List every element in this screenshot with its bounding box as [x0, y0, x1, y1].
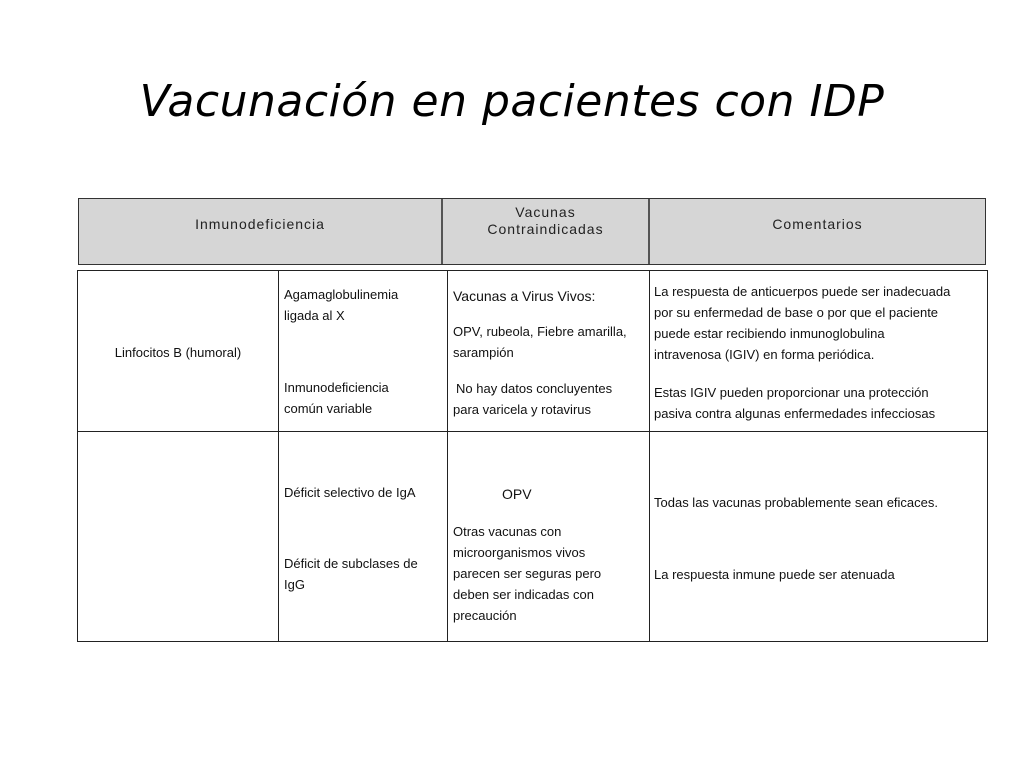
- header-immunodeficiency: Inmunodeficiencia: [79, 199, 443, 264]
- column-divider: [447, 271, 448, 641]
- header-contraindicated-vaccines: [443, 199, 650, 264]
- table-body: [77, 270, 988, 642]
- row1-vaccines-list: OPV, rubeola, Fiebre amarilla, sarampión: [453, 324, 627, 360]
- row1-comments-b: Estas IGIV pueden proporcionar una protección pasiva contra algunas enfermedades infecciosas: [654, 385, 936, 421]
- row-divider: [78, 431, 987, 432]
- row1-vaccines-note: No hay datos concluyentes para varicela y rotavirus: [453, 381, 613, 417]
- row1-disease-2: Inmunodeficiencia común variable: [284, 380, 389, 416]
- row1-vaccines-heading: Vacunas a Virus Vivos:: [453, 288, 596, 304]
- row1-category: Linfocitos B (humoral): [114, 345, 242, 360]
- row2-disease-1: Déficit selectivo de IgA: [284, 485, 416, 500]
- column-divider: [278, 271, 279, 641]
- header-comments: Comentarios: [772, 216, 863, 232]
- header-vaccines-line2: Contraindicadas: [487, 221, 604, 237]
- table-header: [78, 198, 986, 265]
- row1-comments-a: La respuesta de anticuerpos puede ser inadecuada por su enfermedad de base o por que el paciente puede estar recibiendo inmunoglobulina intravenosa (IGIV) en forma periódica.: [654, 284, 951, 362]
- column-divider: [649, 271, 650, 641]
- row2-vaccines-note: Otras vacunas con microorganismos vivos parecen ser seguras pero deben ser indicadas con precaución: [453, 524, 602, 623]
- slide-title: Vacunación en pacientes con IDP: [139, 76, 885, 127]
- row2-disease-2: Déficit de subclases de IgG: [284, 556, 418, 592]
- row2-vaccines-heading: OPV: [502, 486, 532, 502]
- row1-disease-1: Agamaglobulinemia ligada al X: [284, 287, 399, 323]
- row2-comment-1: Todas las vacunas probablemente sean eficaces.: [654, 495, 939, 510]
- row2-comment-2: La respuesta inmune puede ser atenuada: [654, 567, 895, 582]
- header-vaccines-line1: Vacunas: [515, 204, 576, 220]
